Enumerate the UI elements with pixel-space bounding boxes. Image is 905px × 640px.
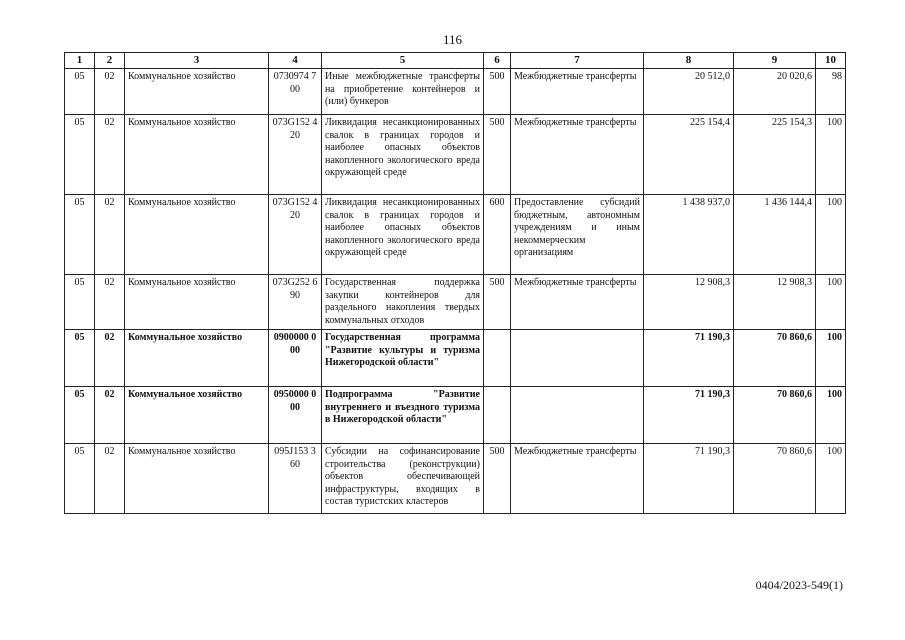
column-header-9: 9: [734, 53, 816, 69]
cell-section-name: Коммунальное хозяйство: [125, 444, 269, 514]
cell-subsection-code: 02: [95, 69, 125, 115]
cell-target-article-code: 073G152 420: [269, 115, 322, 195]
cell-planned-amount: 1 438 937,0: [644, 195, 734, 275]
column-header-2: 2: [95, 53, 125, 69]
cell-expense-type-code: [484, 330, 511, 387]
cell-planned-amount: 225 154,4: [644, 115, 734, 195]
cell-target-article-code: 0900000 000: [269, 330, 322, 387]
column-header-1: 1: [65, 53, 95, 69]
cell-subsection-code: 02: [95, 387, 125, 444]
table-row: [65, 387, 846, 444]
column-header-7: 7: [511, 53, 644, 69]
cell-subsection-code: 02: [95, 115, 125, 195]
cell-section-name: Коммунальное хозяйство: [125, 330, 269, 387]
cell-execution-percent: 100: [816, 444, 846, 514]
cell-planned-amount: 71 190,3: [644, 444, 734, 514]
cell-executed-amount: 225 154,3: [734, 115, 816, 195]
cell-executed-amount: 70 860,6: [734, 387, 816, 444]
table-row: [65, 115, 846, 195]
cell-target-article-name: Ликвидация несанкционированных свалок в границах городов и наиболее опасных объектов накопленного экологического вреда окружающей среде: [322, 115, 484, 195]
cell-target-article-code: 073G252 690: [269, 275, 322, 330]
column-header-10: 10: [816, 53, 846, 69]
column-header-5: 5: [322, 53, 484, 69]
cell-execution-percent: 100: [816, 195, 846, 275]
cell-subsection-code: 02: [95, 275, 125, 330]
column-header-6: 6: [484, 53, 511, 69]
cell-expense-type-code: 600: [484, 195, 511, 275]
cell-section-name: Коммунальное хозяйство: [125, 195, 269, 275]
cell-section-code: 05: [65, 275, 95, 330]
cell-target-article-code: 0730974 700: [269, 69, 322, 115]
document-code: 0404/2023-549(1): [755, 578, 843, 592]
cell-target-article-name: Ликвидация несанкционированных свалок в границах городов и наиболее опасных объектов накопленного экологического вреда окружающей среде: [322, 195, 484, 275]
cell-execution-percent: 98: [816, 69, 846, 115]
cell-expense-type-code: [484, 387, 511, 444]
cell-target-article-name: Подпрограмма "Развитие внутреннего и въездного туризма в Нижегородской области": [322, 387, 484, 444]
column-header-3: 3: [125, 53, 269, 69]
cell-planned-amount: 20 512,0: [644, 69, 734, 115]
cell-section-name: Коммунальное хозяйство: [125, 275, 269, 330]
cell-planned-amount: 71 190,3: [644, 387, 734, 444]
table-row: [65, 444, 846, 514]
table-row: [65, 195, 846, 275]
cell-section-code: 05: [65, 115, 95, 195]
cell-target-article-name: Государственная поддержка закупки контейнеров для раздельного накопления твердых коммунальных отходов: [322, 275, 484, 330]
cell-expense-type-code: 500: [484, 444, 511, 514]
table-body: [65, 69, 846, 514]
cell-executed-amount: 20 020,6: [734, 69, 816, 115]
header-row: [65, 53, 846, 69]
cell-section-code: 05: [65, 69, 95, 115]
cell-expense-type-name: Межбюджетные трансферты: [511, 275, 644, 330]
cell-execution-percent: 100: [816, 330, 846, 387]
cell-subsection-code: 02: [95, 330, 125, 387]
cell-planned-amount: 71 190,3: [644, 330, 734, 387]
cell-section-code: 05: [65, 330, 95, 387]
cell-executed-amount: 12 908,3: [734, 275, 816, 330]
cell-target-article-name: Государственная программа "Развитие культуры и туризма Нижегородской области": [322, 330, 484, 387]
cell-executed-amount: 1 436 144,4: [734, 195, 816, 275]
cell-section-name: Коммунальное хозяйство: [125, 387, 269, 444]
cell-expense-type-name: [511, 330, 644, 387]
cell-execution-percent: 100: [816, 387, 846, 444]
cell-expense-type-code: 500: [484, 115, 511, 195]
cell-executed-amount: 70 860,6: [734, 444, 816, 514]
cell-target-article-name: Иные межбюджетные трансферты на приобретение контейнеров и (или) бункеров: [322, 69, 484, 115]
column-header-4: 4: [269, 53, 322, 69]
budget-table: [64, 52, 846, 514]
cell-section-name: Коммунальное хозяйство: [125, 69, 269, 115]
cell-execution-percent: 100: [816, 275, 846, 330]
table-row: [65, 275, 846, 330]
cell-expense-type-code: 500: [484, 69, 511, 115]
page-number: 116: [442, 32, 463, 47]
cell-expense-type-name: Предоставление субсидий бюджетным, автономным учреждениям и иным некоммерческим организациям: [511, 195, 644, 275]
cell-target-article-name: Субсидии на софинансирование строительства (реконструкции) объектов обеспечивающей инфраструктуры, входящих в состав туристских кластеров: [322, 444, 484, 514]
cell-target-article-code: 073G152 420: [269, 195, 322, 275]
cell-section-code: 05: [65, 195, 95, 275]
cell-target-article-code: 095J153 360: [269, 444, 322, 514]
cell-expense-type-code: 500: [484, 275, 511, 330]
cell-section-name: Коммунальное хозяйство: [125, 115, 269, 195]
cell-expense-type-name: Межбюджетные трансферты: [511, 115, 644, 195]
cell-subsection-code: 02: [95, 195, 125, 275]
cell-subsection-code: 02: [95, 444, 125, 514]
cell-executed-amount: 70 860,6: [734, 330, 816, 387]
cell-expense-type-name: Межбюджетные трансферты: [511, 444, 644, 514]
cell-planned-amount: 12 908,3: [644, 275, 734, 330]
table-row: [65, 69, 846, 115]
cell-section-code: 05: [65, 387, 95, 444]
cell-expense-type-name: [511, 387, 644, 444]
cell-section-code: 05: [65, 444, 95, 514]
table-row: [65, 330, 846, 387]
cell-target-article-code: 0950000 000: [269, 387, 322, 444]
column-header-8: 8: [644, 53, 734, 69]
cell-execution-percent: 100: [816, 115, 846, 195]
table-header: [65, 53, 846, 69]
cell-expense-type-name: Межбюджетные трансферты: [511, 69, 644, 115]
